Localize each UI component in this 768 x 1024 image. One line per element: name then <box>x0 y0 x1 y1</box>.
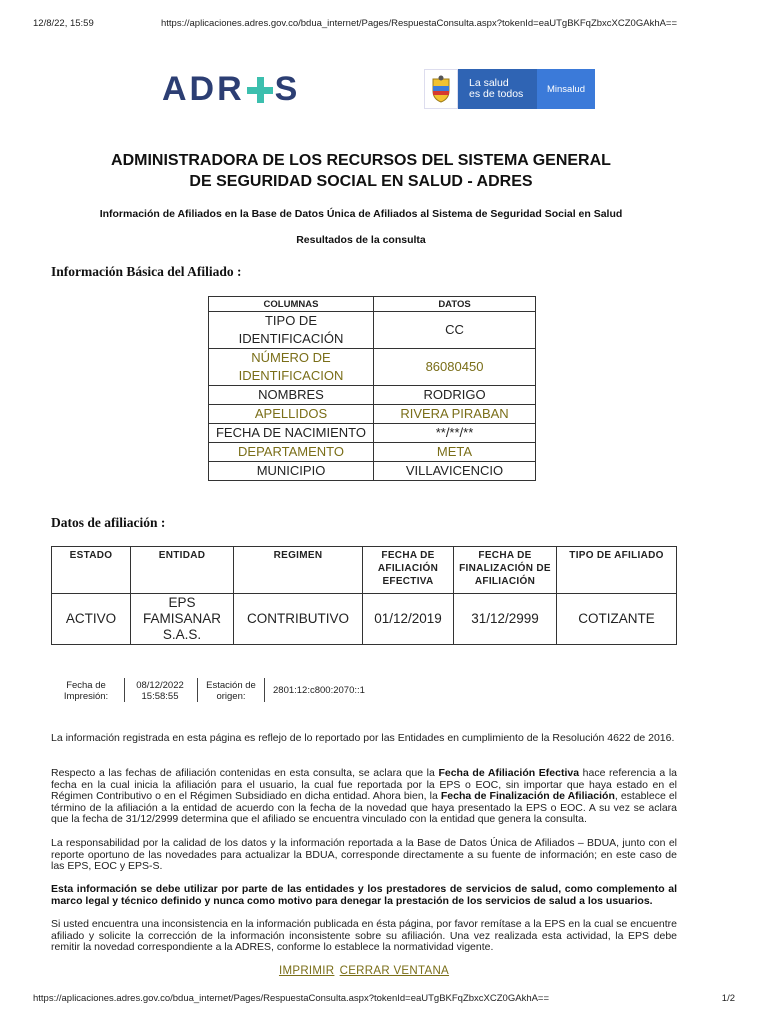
row-value: CC <box>374 312 536 349</box>
affiliation-table <box>51 546 677 645</box>
print-url: https://aplicaciones.adres.gov.co/bdua_internet/Pages/RespuestaConsulta.aspx?tokenId=eaUTgBKFqZbxcXCZ0GAkhA== <box>161 18 678 29</box>
table-row <box>209 424 536 443</box>
usage-paragraph: Esta información se debe utilizar por parte de las entidades y los prestadores de servicios de salud, como complemento al marco legal y técnico definido y nunca como motivo para denegar la prestación de los servicios de salud a los usuarios. <box>51 883 677 907</box>
table-row <box>209 405 536 424</box>
close-window-link[interactable]: CERRAR VENTANA <box>339 965 450 977</box>
affiliate-type-cell: COTIZANTE <box>557 594 677 645</box>
row-label: TIPO DE IDENTIFICACIÓN <box>209 312 374 349</box>
row-value: 86080450 <box>374 349 536 386</box>
row-label: DEPARTAMENTO <box>209 443 374 462</box>
basic-info-heading: Información Básica del Afiliado : <box>51 264 242 279</box>
regime-cell: CONTRIBUTIVO <box>234 594 363 645</box>
divider <box>124 678 125 702</box>
row-label: APELLIDOS <box>209 405 374 424</box>
table-row <box>209 349 536 386</box>
table-row <box>209 462 536 481</box>
action-links <box>0 965 728 977</box>
print-datetime: 12/8/22, 15:59 <box>33 18 94 29</box>
inconsistency-paragraph: Si usted encuentra una inconsistencia en la información publicada en ésta página, por favor remítase a la EPS en la cual se encuentre afiliado y solicite la corrección de la información inconsistente sobre su afiliación. Una vez realizada esta actividad, la EPS debe remitir la novedad correspondiente a la ADRES, conforme lo establece la normatividad vigente. <box>51 918 677 953</box>
end-date-cell: 31/12/2999 <box>454 594 557 645</box>
row-label: FECHA DE NACIMIENTO <box>209 424 374 443</box>
row-value: **/**/** <box>374 424 536 443</box>
column-header: TIPO DE AFILIADO <box>557 547 677 594</box>
station-label: Estación de origen: <box>206 680 256 702</box>
row-label: MUNICIPIO <box>209 462 374 481</box>
table-row <box>209 386 536 405</box>
basic-info-table <box>208 296 536 481</box>
column-header: FECHA DE FINALIZACIÓN DE AFILIACIÓN <box>454 547 557 594</box>
row-label: NOMBRES <box>209 386 374 405</box>
minsalud-slogan: La salud es de todos <box>458 69 537 109</box>
divider <box>197 678 198 702</box>
row-label: NÚMERO DE IDENTIFICACION <box>209 349 374 386</box>
column-header: ESTADO <box>52 547 131 594</box>
footer-url: https://aplicaciones.adres.gov.co/bdua_internet/Pages/RespuestaConsulta.aspx?tokenId=eaUTgBKFqZbxcXCZ0GAkhA== <box>33 993 550 1004</box>
row-value: RIVERA PIRABAN <box>374 405 536 424</box>
row-value: RODRIGO <box>374 386 536 405</box>
adres-cross-icon <box>247 77 273 103</box>
entity-cell: EPS FAMISANAR S.A.S. <box>131 594 234 645</box>
table-row <box>209 312 536 349</box>
print-date-value: 08/12/2022 15:58:55 <box>136 680 184 702</box>
disclaimer-paragraph: La información registrada en esta página es reflejo de lo reportado por las Entidades en cumplimiento de la Resolución 4622 de 2016. <box>51 732 675 744</box>
status-cell: ACTIVO <box>52 594 131 645</box>
row-value: VILLAVICENCIO <box>374 462 536 481</box>
results-title: Resultados de la consulta <box>296 234 426 246</box>
dates-paragraph: Respecto a las fechas de afiliación contenidas en esta consulta, se aclara que la Fecha de Afiliación Efectiva hace referencia a la fecha en la cual inicia la afiliación para el usuario, la cual fue reportada por la EPS o EOC, sin importar que haya estado en el Régimen Contributivo o en el Régimen Subsidiado en dicha entidad. Ahora bien, la Fecha de Finalización de Afiliación, establece el término de la afiliación a la entidad de acuerdo con la fecha de la novedad que haya presentado la EPS o EOC. A su vez se aclara que la fecha de 31/12/2999 determina que el afiliado se encuentra vinculado con la entidad que genera la consulta. <box>51 767 678 825</box>
colombia-shield-icon <box>424 69 458 109</box>
column-header: ENTIDAD <box>131 547 234 594</box>
affiliation-heading: Datos de afiliación : <box>51 515 166 530</box>
start-date-cell: 01/12/2019 <box>363 594 454 645</box>
table-row <box>52 594 677 645</box>
page-number: 1/2 <box>721 993 735 1004</box>
responsibility-paragraph: La responsabilidad por la calidad de los datos y la información reportada a la Base de Datos Única de Afiliados – BDUA, junto con el reporte oportuno de las novedades para actualizar la BDUA, corresponde directamente a su fuente de información; en este caso de las EPS, EOC y EPS-S. <box>51 837 677 872</box>
divider <box>264 678 265 702</box>
column-header: COLUMNAS <box>209 297 374 312</box>
column-header: REGIMEN <box>234 547 363 594</box>
column-header: DATOS <box>374 297 536 312</box>
page-title: ADMINISTRADORA DE LOS RECURSOS DEL SISTEMA GENERAL DE SEGURIDAD SOCIAL EN SALUD - ADRES <box>111 152 611 190</box>
row-value: META <box>374 443 536 462</box>
table-row <box>209 443 536 462</box>
print-link[interactable]: IMPRIMIR <box>278 965 335 977</box>
print-date-label: Fecha de Impresión: <box>63 680 109 702</box>
column-header: FECHA DE AFILIACIÓN EFECTIVA <box>363 547 454 594</box>
minsalud-tag: Minsalud <box>537 69 595 109</box>
adres-logo: ADR S <box>162 70 301 108</box>
minsalud-logo <box>424 69 595 109</box>
page-subtitle: Información de Afiliados en la Base de Datos Única de Afiliados al Sistema de Seguridad Social en Salud <box>99 208 623 220</box>
station-value: 2801:12:c800:2070::1 <box>273 685 365 696</box>
